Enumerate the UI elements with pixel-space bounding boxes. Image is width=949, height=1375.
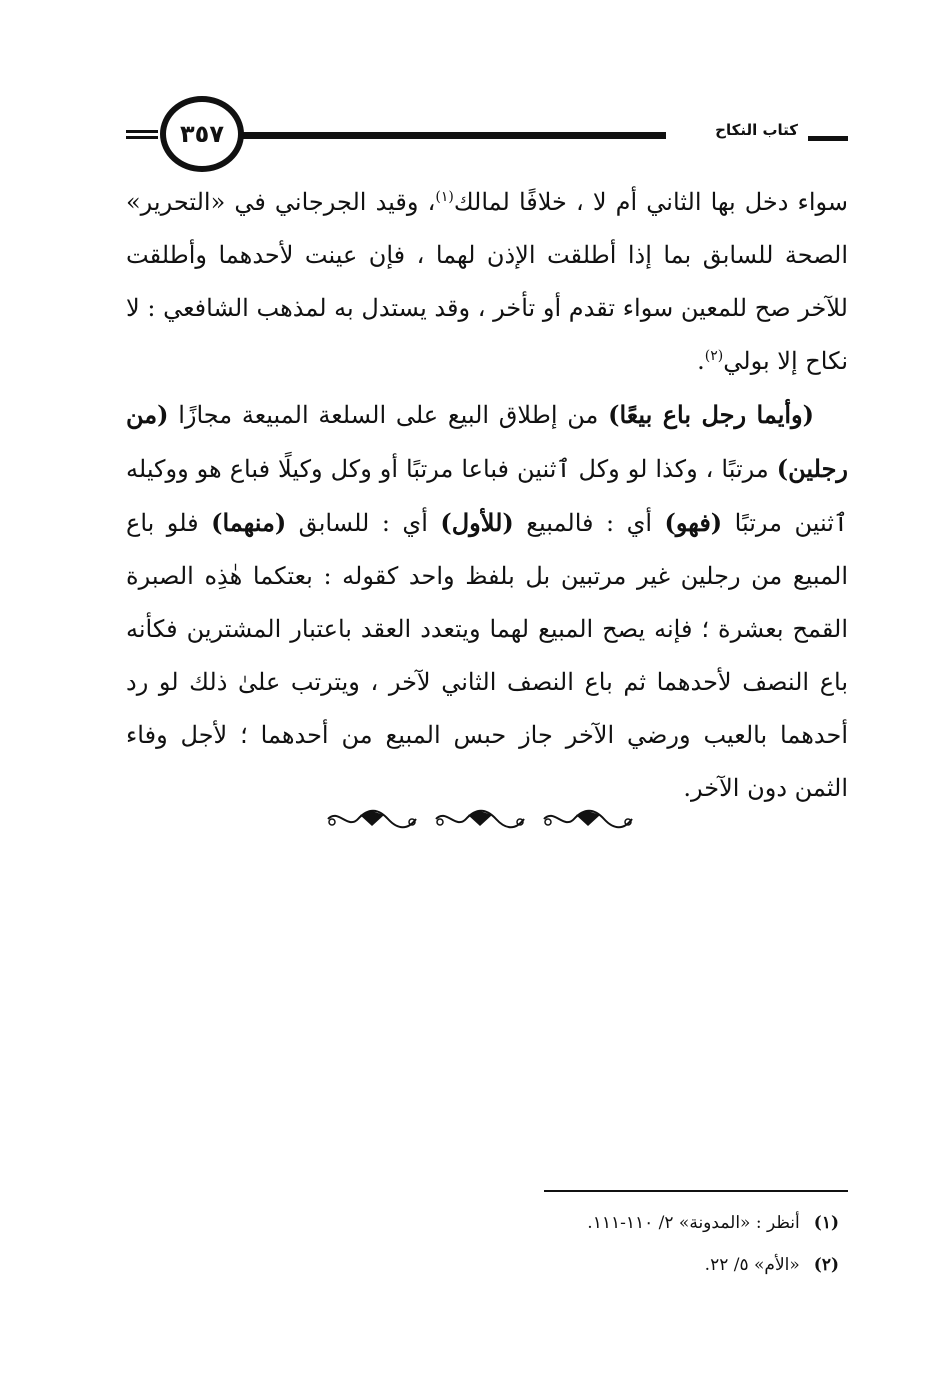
footnote-ref-1: (١) (435, 189, 454, 205)
matn-1: (وأيما رجل باع بيعًا) (608, 400, 814, 429)
p1-text-b: ، وقيد الجرجاني في «التحرير» الصحة للسابق بما إذا أطلقت الإذن لهما ، فإن عينت لأحدهما وأطلقت للآخر صح للمعين سواء تقدم أو تأخر ، وقد يستدل به لمذهب الشافعي : لا نكاح إلا بولي (126, 188, 848, 375)
footnote-separator (544, 1190, 848, 1192)
matn-3: (فهو) (664, 508, 723, 537)
running-title: كتاب النكاح (711, 121, 802, 139)
p2-text-1: من إطلاق البيع على السلعة المبيعة مجازًا (168, 401, 609, 429)
footnote-ref-2: (٢) (704, 348, 724, 364)
header-rule-right (808, 136, 848, 141)
ornament-icon (540, 806, 636, 832)
header-rule-main (232, 132, 666, 139)
footnote-number: (١) (813, 1213, 839, 1233)
matn-5: (منهما) (211, 508, 287, 537)
paragraph-1 (126, 176, 848, 388)
footnote-number: (٢) (813, 1255, 839, 1275)
p1-text-a: سواء دخل بها الثاني أم لا ، خلافًا لمالك (453, 188, 849, 216)
p2-text-4: أي : للسابق (286, 509, 441, 537)
footnote-1 (587, 1202, 839, 1244)
matn-4: (للأول) (440, 508, 514, 537)
p2-text-2: مرتبًا ، وكذا لو وكل ٱثنين فباعا مرتبًا أو وكل وكيلًا فباع هو ووكيله ٱثنين مرتبًا (126, 455, 848, 537)
paragraph-2 (126, 388, 848, 815)
main-text (126, 176, 848, 815)
section-ornament (324, 804, 636, 834)
footnotes (587, 1202, 839, 1286)
footnote-text: أنظر : «المدونة» ٢/ ١١٠-١١١. (587, 1213, 800, 1233)
p2-text-5: فلو باع المبيع من رجلين غير مرتبين بل بلفظ واحد كقوله : بعتكما هٰذِه الصبرة القمح بعشرة ؛ فإنه يصح المبيع لهما ويتعدد العقد باعتبار المشترين فكأنه باع النصف لأحدهما ثم باع النصف الثاني لآخر ، ويترتب علىٰ ذلك لو رد أحدهما بالعيب ورضي الآخر جاز حبس المبيع من أحدهما ؛ لأجل وفاء الثمن دون الآخر. (126, 509, 848, 802)
footnote-text: «الأم» ٥/ ٢٢. (704, 1255, 800, 1275)
ornament-icon (324, 806, 420, 832)
ornament-icon (432, 806, 528, 832)
header-rule-left (126, 130, 158, 133)
header-rule-left-2 (126, 136, 158, 139)
page-number: ٣٥٧ (180, 120, 224, 148)
page-header (126, 96, 848, 176)
p2-text-3: أي : فالمبيع (513, 509, 665, 537)
footnote-2 (587, 1244, 839, 1286)
p1-end: . (697, 347, 705, 375)
page-number-badge (160, 96, 244, 172)
matn-2: (من رجلين) (126, 400, 848, 483)
